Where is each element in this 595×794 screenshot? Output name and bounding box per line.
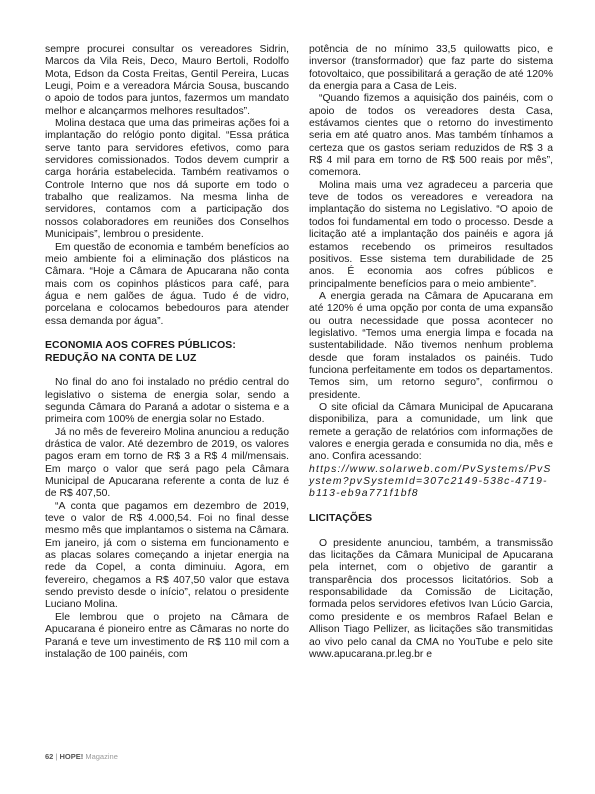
paragraph: Ele lembrou que o projeto na Câmara de Apucarana é pioneiro entre as Câmaras no norte do Paraná e teve um investimento de R$ 110 mil com a instalação de 100 painéis, com <box>45 611 289 660</box>
left-text-column <box>45 44 289 661</box>
solarweb-link[interactable]: https://www.solarweb.com/PvSystems/PvSystem?pvSystemId=307c2149-538c-4719-b113-eb9a771f1bf8 <box>309 463 552 500</box>
paragraph: Em questão de economia e também benefícios ao meio ambiente foi a eliminação dos plásticos na Câmara. “Hoje a Câmara de Apucarana não conta mais com os copinhos plásticos para café, para água e nem galões de água. Tudo é de vidro, porcelana e colocamos bebedouros para atender essa demanda por água”. <box>45 241 289 327</box>
section-heading: LICITAÇÕES <box>309 513 373 525</box>
paragraph: O presidente anunciou, também, a transmissão das licitações da Câmara Municipal de Apucarana pela internet, com o objetivo de garantir a transparência dos processos licitatórios. Sob a responsabilidade da Comissão de Licitação, formada pelos servidores efetivos Ivan Lúcio Garcia, como presidente e os membros Rafael Belan e Allison Tiago Pellizer, as licitações são transmitidas ao vivo pelo canal da CMA no YouTube e pelo site www.apucarana.pr.leg.br e <box>309 537 553 660</box>
paragraph: O site oficial da Câmara Municipal de Apucarana disponibiliza, para a comunidade, um link que remete a geração de relatórios com informações de valores e energia gerada e consumida no dia, mês e ano. Confira acessando: <box>309 401 553 463</box>
page-footer <box>45 752 118 761</box>
paragraph: Molina mais uma vez agradeceu a parceria que teve de todos os vereadores e vereadora na implantação do sistema no Legislativo. “O apoio de todos foi fundamental em todo o processo. Desde a licitação até a implantação dos painéis e agora já estamos recebendo os primeiros resultados positivos. Esse sistema tem durabilidade de 25 anos. É economia aos cofres públicos e principalmente benefícios para o meio ambiente”. <box>309 179 553 290</box>
paragraph: sempre procurei consultar os vereadores Sidrin, Marcos da Vila Reis, Deco, Mauro Bertoli, Rodolfo Mota, Edson da Costa Freitas, Gentil Pereira, Lucas Leugi, Poim e a vereadora Márcia Sousa, buscando o apoio de todos para juntos, fazermos um mandato melhor e alcançarmos melhores resultados”. <box>45 44 289 117</box>
page-number: 62 <box>45 752 54 761</box>
paragraph: “Quando fizemos a aquisição dos painéis, com o apoio de todos os vereadores desta Casa, estávamos cientes que o retorno do investimento seria em até quatro anos. Mas também tínhamos a certeza que os gastos seriam reduzidos de R$ 3 a R$ 4 mil para em torno de R$ 500 reais por mês”, comemora. <box>309 93 553 179</box>
paragraph: A energia gerada na Câmara de Apucarana em até 120% é uma opção por conta de uma expansão ou outra necessidade que possa acontecer no legislativo. “Temos uma energia limpa e focada na sustentabilidade. Não tivemos nenhum problema desde que foram instalados os painéis. Tudo funciona perfeitamente em todos os departamentos. Temos sim, um retorno seguro”, confirmou o presidente. <box>309 290 553 401</box>
paragraph: potência de no mínimo 33,5 quilowatts pico, e inversor (transformador) que faz parte do sistema fotovoltaico, que possibilitará a geração de até 120% da energia para a Casa de Leis. <box>309 44 553 93</box>
paragraph: Já no mês de fevereiro Molina anunciou a redução drástica de valor. Até dezembro de 2019, os valores pagos eram em torno de R$ 3 a R$ 4 mil/mensais. Em março o valor que será pago pela Câmara Municipal de Apucarana referente a conta de luz é de R$ 407,50. <box>45 426 289 500</box>
paragraph: Molina destaca que uma das primeiras ações foi a implantação do relógio ponto digital. “Essa prática serve tanto para servidores efetivos, como para servidores comissionados. Todos devem cumprir a carga horária estabelecida. Também reativamos o Controle Interno que nos dá suporte em todo o trabalho que realizamos. Na mesma linha de servidores, contamos com a participação dos nossos colaboradores em reuniões dos Conselhos Municipais”, lembrou o presidente. <box>45 118 289 241</box>
section-heading: ECONOMIA AOS COFRES PÚBLICOS: REDUÇÃO NA CONTA DE LUZ <box>45 340 236 364</box>
footer-separator: | <box>55 752 58 761</box>
paragraph: “A conta que pagamos em dezembro de 2019, teve o valor de R$ 4.000,54. Foi no final desse mesmo mês que implantamos o sistema na Câmara. Em janeiro, já com o sistema em funcionamento e as placas solares começando a injetar energia na rede da Copel, a conta diminuiu. Agora, em fevereiro, chegamos a R$ 407,50 valor que estava sendo previsto desde o início”, relatou o presidente Luciano Molina. <box>45 500 289 611</box>
magazine-brand: HOPE! <box>59 752 84 761</box>
magazine-label: Magazine <box>85 752 118 761</box>
paragraph: No final do ano foi instalado no prédio central do legislativo o sistema de energia solar, sendo a segunda Câmara do Paraná a adotar o sistema e a primeira com 100% de energia solar no Estado. <box>45 377 289 426</box>
right-text-column <box>309 44 553 661</box>
